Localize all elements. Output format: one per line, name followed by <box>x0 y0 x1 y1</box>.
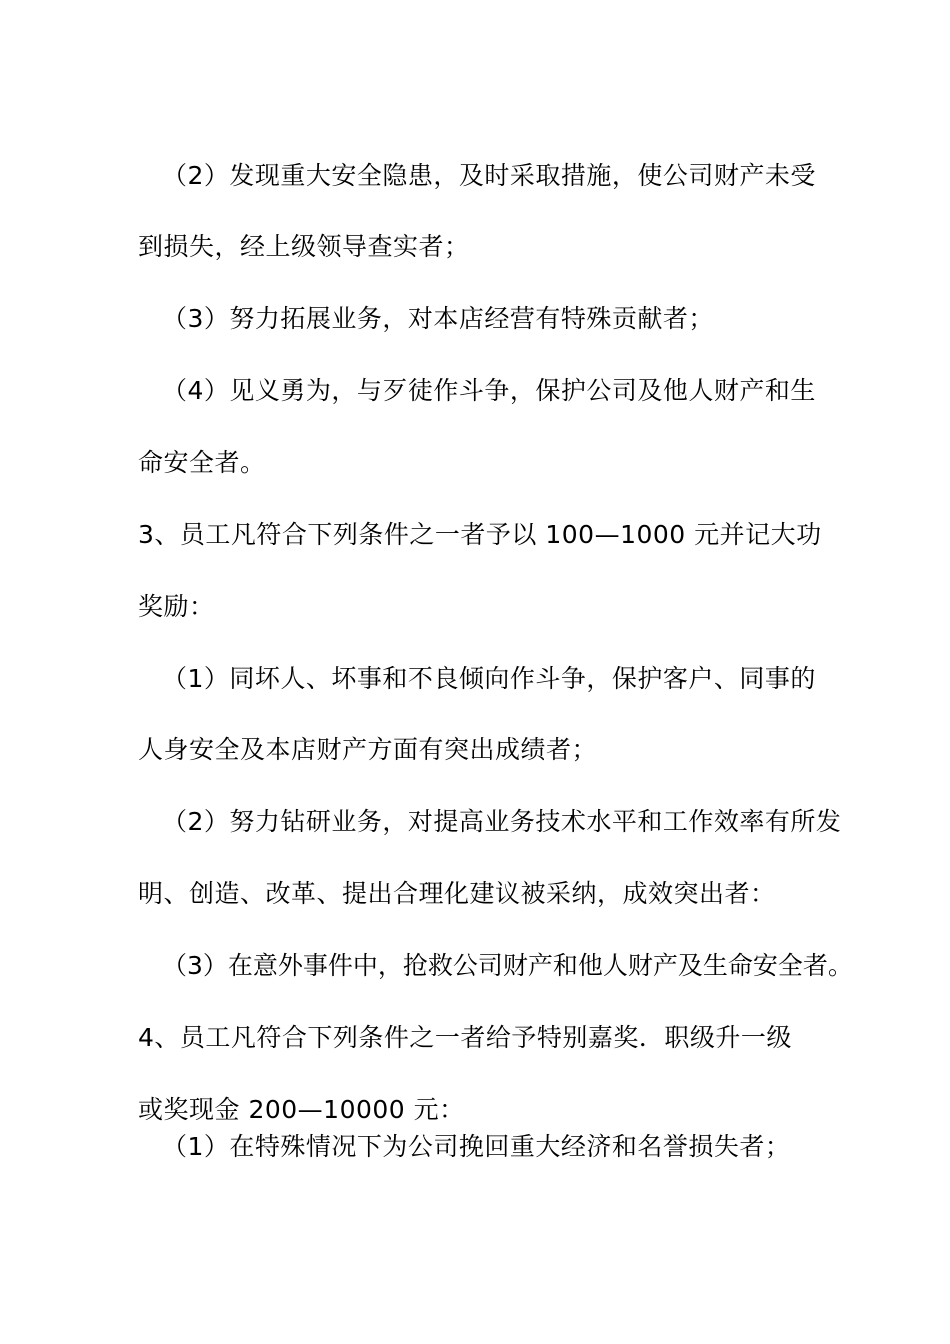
paragraph-line: （2）努力钻研业务，对提高业务技术水平和工作效率有所发 <box>162 807 842 836</box>
paragraph-line: （2）发现重大安全隐患，及时采取措施，使公司财产未受 <box>162 161 816 190</box>
paragraph-line: 奖励： <box>138 592 215 621</box>
paragraph-line: 3、员工凡符合下列条件之一者予以 100—1000 元并记大功 <box>138 520 822 549</box>
paragraph-line: （3）在意外事件中，抢救公司财产和他人财产及生命安全者。 <box>162 951 853 980</box>
paragraph-line: 命安全者。 <box>138 448 266 477</box>
paragraph-line: 明、创造、改革、提出合理化建议被采纳，成效突出者： <box>138 879 776 908</box>
paragraph-line: 人身安全及本店财产方面有突出成绩者； <box>138 735 598 764</box>
paragraph-line: 或奖现金 200—10000 元： <box>138 1095 465 1124</box>
paragraph-line: （4）见义勇为，与歹徒作斗争，保护公司及他人财产和生 <box>162 376 816 405</box>
paragraph-line: 到损失，经上级领导查实者； <box>138 232 470 261</box>
paragraph-line: （1）同坏人、坏事和不良倾向作斗争，保护客户、同事的 <box>162 664 816 693</box>
paragraph-line: 4、员工凡符合下列条件之一者给予特别嘉奖．职级升一级 <box>138 1023 792 1052</box>
paragraph-line: （1）在特殊情况下为公司挽回重大经济和名誉损失者； <box>162 1132 791 1161</box>
paragraph-line: （3）努力拓展业务，对本店经营有特殊贡献者； <box>162 304 714 333</box>
